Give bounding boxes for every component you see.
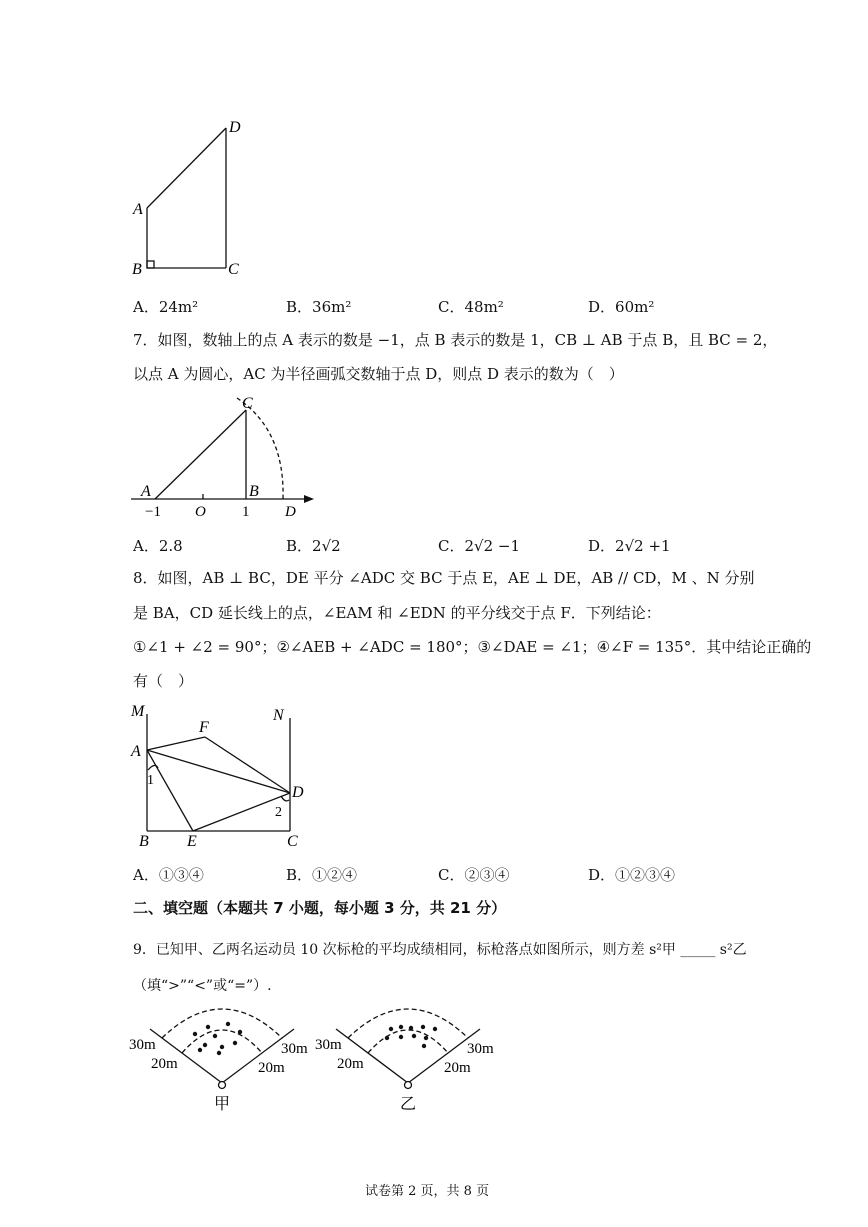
- q9-jia-30m-right: 30m: [281, 1041, 308, 1057]
- q6-label-a: A: [133, 201, 143, 218]
- q6-option-d[interactable]: D．60m²: [588, 298, 655, 316]
- q6-option-b[interactable]: B．36m²: [286, 298, 352, 316]
- q9-yi-20m-left: 20m: [337, 1056, 364, 1072]
- q8-text-line2: 是 BA，CD 延长线上的点，∠EAM 和 ∠EDN 的平分线交于点 F．下列结论：: [133, 604, 661, 622]
- q7-label-c: C: [242, 395, 253, 412]
- q9-yi-30m-right: 30m: [467, 1041, 494, 1057]
- q8-label-1: 1: [147, 773, 154, 788]
- q7-label-o: O: [195, 504, 206, 520]
- q7-option-d[interactable]: D．2√2 +1: [588, 537, 671, 555]
- q9-figure: [125, 1005, 525, 1125]
- q8-label-d: D: [292, 784, 304, 801]
- q8-option-a[interactable]: A．①③④: [133, 866, 204, 884]
- page-footer: 试卷第 2 页，共 8 页: [365, 1184, 490, 1199]
- q7-option-c[interactable]: C．2√2 −1: [438, 537, 521, 555]
- q8-label-n: N: [273, 707, 284, 724]
- q8-label-2: 2: [275, 805, 282, 820]
- q8-text-line4: 有（ ）: [133, 672, 194, 690]
- q7-option-a[interactable]: A．2.8: [133, 537, 183, 555]
- q8-figure: [125, 700, 315, 855]
- q8-label-c: C: [287, 833, 298, 850]
- q9-text-line1: 9．已知甲、乙两名运动员 10 次标枪的平均成绩相同，标枪落点如图所示，则方差 s²甲 _____ s²乙: [133, 942, 747, 958]
- q9-label-jia: 甲: [214, 1096, 231, 1113]
- q9-jia-30m-left: 30m: [129, 1037, 156, 1053]
- q9-yi-30m-left: 30m: [315, 1037, 342, 1053]
- section-heading: 二、填空题（本题共 7 小题，每小题 3 分，共 21 分）: [133, 899, 507, 917]
- q6-option-c[interactable]: C．48m²: [438, 298, 504, 316]
- q8-label-f: F: [199, 719, 209, 736]
- q8-option-d[interactable]: D．①②③④: [588, 866, 676, 884]
- q9-label-yi: 乙: [400, 1096, 417, 1113]
- q7-figure: [125, 390, 325, 520]
- q6-label-d: D: [229, 119, 241, 136]
- q9-jia-20m-left: 20m: [151, 1056, 178, 1072]
- q8-text-line3: ①∠1 + ∠2 = 90°；②∠AEB + ∠ADC = 180°；③∠DAE = ∠1；④∠F = 135°．其中结论正确的: [133, 638, 812, 656]
- q7-label-minus1: −1: [145, 504, 161, 520]
- q7-label-a: A: [141, 483, 151, 500]
- q8-label-e: E: [187, 833, 197, 850]
- q7-option-b[interactable]: B．2√2: [286, 537, 341, 555]
- q6-option-a[interactable]: A．24m²: [133, 298, 199, 316]
- q7-text-line2: 以点 A 为圆心，AC 为半径画弧交数轴于点 D，则点 D 表示的数为（ ）: [133, 365, 624, 383]
- q7-label-b: B: [249, 483, 259, 500]
- q6-label-c: C: [228, 261, 239, 278]
- q9-yi-20m-right: 20m: [444, 1060, 471, 1076]
- q6-figure: [125, 112, 255, 282]
- q8-label-b: B: [139, 833, 149, 850]
- q6-label-b: B: [132, 261, 142, 278]
- q8-option-b[interactable]: B．①②④: [286, 866, 358, 884]
- q7-label-d: D: [285, 504, 296, 520]
- q7-label-1: 1: [242, 504, 250, 520]
- q8-label-m: M: [131, 703, 145, 720]
- q8-label-a: A: [131, 743, 141, 760]
- q7-text-line1: 7．如图，数轴上的点 A 表示的数是 −1，点 B 表示的数是 1，CB ⊥ AB 于点 B，且 BC = 2，: [133, 331, 778, 349]
- q9-text-line2: （填“>”“<”或“=”）.: [133, 978, 272, 994]
- q9-jia-20m-right: 20m: [258, 1060, 285, 1076]
- q8-option-c[interactable]: C．②③④: [438, 866, 510, 884]
- q8-text-line1: 8．如图，AB ⊥ BC，DE 平分 ∠ADC 交 BC 于点 E，AE ⊥ DE，AB // CD，M 、N 分别: [133, 569, 755, 587]
